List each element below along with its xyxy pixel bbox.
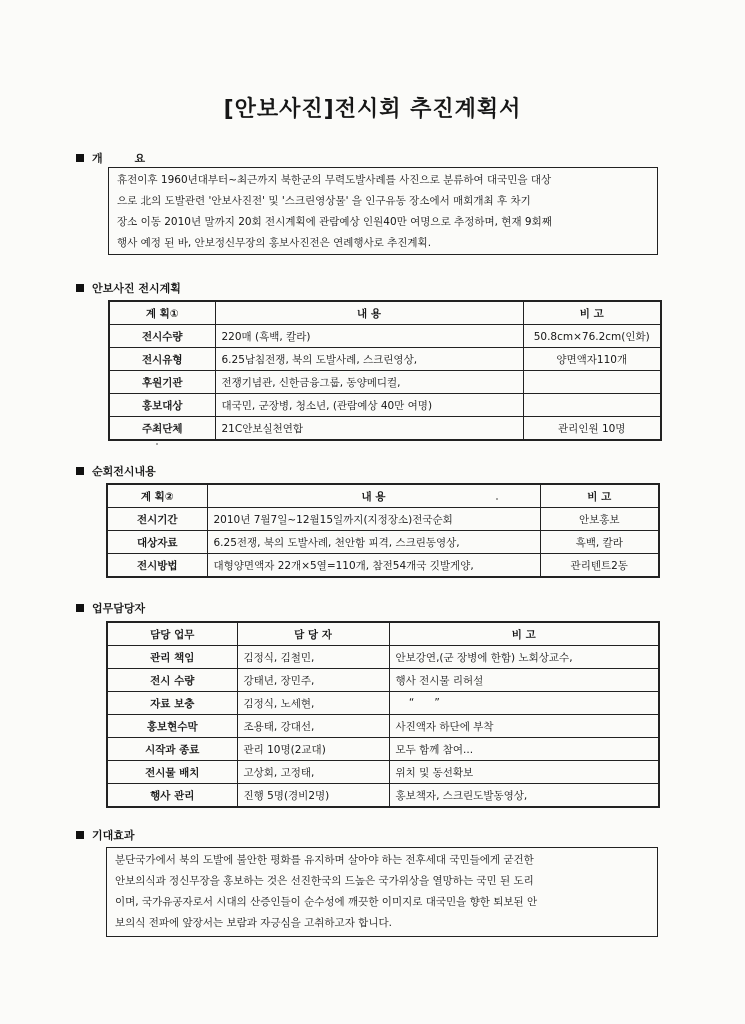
overview-box bbox=[108, 167, 658, 255]
overview-line: 장소 이동 2010년 말까지 20회 전시계획에 관람예상 인원40만 여명으로 추정하며, 현재 9회째 bbox=[117, 216, 552, 228]
table-cell: 행사 관리 bbox=[107, 784, 237, 808]
table-cell bbox=[523, 371, 661, 394]
table-cell: 진행 5명(경비2명) bbox=[237, 784, 389, 808]
staff-heading: 업무담당자 bbox=[92, 602, 146, 615]
column-header: 담 당 자 bbox=[237, 622, 389, 646]
plan2-table bbox=[106, 483, 660, 578]
section-heading-plan1 bbox=[76, 280, 181, 296]
table-cell: “ ” bbox=[389, 692, 659, 715]
table-row bbox=[107, 761, 659, 784]
table-cell: 대국민, 군장병, 청소년, (관람예상 40만 여명) bbox=[215, 394, 523, 417]
section-heading-effect bbox=[76, 827, 135, 843]
column-header: 비 고 bbox=[540, 484, 659, 508]
column-header: 비 고 bbox=[389, 622, 659, 646]
table-row bbox=[109, 348, 661, 371]
table-cell: 관리 책임 bbox=[107, 646, 237, 669]
effect-box bbox=[106, 847, 658, 937]
table-row bbox=[107, 646, 659, 669]
effect-heading: 기대효과 bbox=[92, 829, 135, 842]
table-cell: 6.25전쟁, 북의 도발사례, 천안함 피격, 스크린동영상, bbox=[207, 531, 540, 554]
table-cell: 관리텐트2동 bbox=[540, 554, 659, 578]
table-cell: 주최단체 bbox=[109, 417, 215, 441]
table-cell: 홍보현수막 bbox=[107, 715, 237, 738]
staff-table bbox=[106, 621, 660, 808]
table-cell: 대상자료 bbox=[107, 531, 207, 554]
table-cell: 안보홍보 bbox=[540, 508, 659, 531]
table-row bbox=[107, 692, 659, 715]
table-cell: 전시수량 bbox=[109, 325, 215, 348]
table-cell: 조용태, 강대선, bbox=[237, 715, 389, 738]
column-header: 내 용 bbox=[207, 484, 540, 508]
overview-heading: 개 요 bbox=[92, 152, 160, 165]
table-row bbox=[107, 554, 659, 578]
table-cell: 위치 및 동선확보 bbox=[389, 761, 659, 784]
effect-line: 분단국가에서 북의 도발에 불안한 평화를 유지하며 살아야 하는 전후세대 국민들에게 굳건한 bbox=[115, 854, 534, 866]
table-header-row bbox=[107, 484, 659, 508]
square-bullet-icon bbox=[76, 604, 84, 612]
table-cell: 전시유형 bbox=[109, 348, 215, 371]
table-row bbox=[107, 669, 659, 692]
table-cell: 양면액자110개 bbox=[523, 348, 661, 371]
table-cell: 고상회, 고정태, bbox=[237, 761, 389, 784]
table-cell: 220매 (흑백, 칼라) bbox=[215, 325, 523, 348]
square-bullet-icon bbox=[76, 154, 84, 162]
scan-speck bbox=[156, 443, 158, 445]
section-heading-staff bbox=[76, 600, 145, 616]
column-header: 계 획② bbox=[107, 484, 207, 508]
table-row bbox=[109, 371, 661, 394]
table-cell: 시작과 종료 bbox=[107, 738, 237, 761]
effect-line: 이며, 국가유공자로서 시대의 산증인들이 순수성에 깨끗한 이미지로 대국민을 향한 퇴보된 안 bbox=[115, 896, 538, 908]
table-cell: 전시기간 bbox=[107, 508, 207, 531]
effect-line: 안보의식과 정신무장을 홍보하는 것은 선진한국의 드높은 국가위상을 열망하는 국민 된 도리 bbox=[115, 875, 534, 887]
table-cell: 후원기관 bbox=[109, 371, 215, 394]
plan1-table bbox=[108, 300, 662, 441]
column-header: 내 용 bbox=[215, 301, 523, 325]
section-heading-plan2 bbox=[76, 463, 156, 479]
table-cell: 관리 10명(2교대) bbox=[237, 738, 389, 761]
table-cell: 21C안보실천연합 bbox=[215, 417, 523, 441]
page-title: [안보사진]전시회 추진계획서 bbox=[223, 97, 522, 122]
table-cell: 김정식, 김철민, bbox=[237, 646, 389, 669]
effect-line: 보의식 전파에 앞장서는 보람과 자긍심을 고취하고자 합니다. bbox=[115, 917, 392, 929]
table-cell: 관리인원 10명 bbox=[523, 417, 661, 441]
table-cell: 전시 수량 bbox=[107, 669, 237, 692]
table-cell: 전시방법 bbox=[107, 554, 207, 578]
square-bullet-icon bbox=[76, 831, 84, 839]
table-cell: 대형양면액자 22개×5열=110개, 참전54개국 깃발게양, bbox=[207, 554, 540, 578]
table-row bbox=[109, 394, 661, 417]
overview-line: 휴전이후 1960년대부터~최근까지 북한군의 무력도발사례를 사진으로 분류하여 대국민을 대상 bbox=[117, 174, 552, 186]
table-cell: 안보강연,(군 장병에 한함) 노회상교수, bbox=[389, 646, 659, 669]
table-row bbox=[107, 508, 659, 531]
table-row bbox=[107, 715, 659, 738]
scan-speck bbox=[496, 498, 498, 500]
section-heading-overview bbox=[76, 150, 159, 166]
table-cell: 행사 전시물 리허설 bbox=[389, 669, 659, 692]
table-row bbox=[109, 325, 661, 348]
table-cell: 50.8cm×76.2cm(인화) bbox=[523, 325, 661, 348]
table-cell: 홍보대상 bbox=[109, 394, 215, 417]
table-cell: 흑백, 칼라 bbox=[540, 531, 659, 554]
square-bullet-icon bbox=[76, 284, 84, 292]
overview-line: 으로 北의 도발관련 '안보사진전' 및 '스크린영상물' 을 인구유동 장소에서 매회개최 후 차기 bbox=[117, 195, 531, 207]
table-row bbox=[107, 531, 659, 554]
column-header: 비 고 bbox=[523, 301, 661, 325]
table-cell: 전시물 배치 bbox=[107, 761, 237, 784]
column-header: 담당 업무 bbox=[107, 622, 237, 646]
overview-line: 행사 예정 된 바, 안보정신무장의 홍보사진전은 연례행사로 추진계획. bbox=[117, 237, 432, 249]
table-cell: 사진액자 하단에 부착 bbox=[389, 715, 659, 738]
table-row bbox=[107, 784, 659, 808]
table-cell: 6.25남침전쟁, 북의 도발사례, 스크린영상, bbox=[215, 348, 523, 371]
table-cell: 김정식, 노세현, bbox=[237, 692, 389, 715]
plan1-heading: 안보사진 전시계획 bbox=[92, 282, 181, 295]
table-cell: 자료 보충 bbox=[107, 692, 237, 715]
table-header-row bbox=[107, 622, 659, 646]
column-header: 계 획① bbox=[109, 301, 215, 325]
table-cell: 2010년 7월7일~12월15일까지(지정장소)전국순회 bbox=[207, 508, 540, 531]
table-cell: 전쟁기념관, 신한금융그룹, 동양메디컬, bbox=[215, 371, 523, 394]
table-cell: 모두 함께 참여... bbox=[389, 738, 659, 761]
table-header-row bbox=[109, 301, 661, 325]
square-bullet-icon bbox=[76, 467, 84, 475]
table-cell: 강태년, 장민주, bbox=[237, 669, 389, 692]
table-row bbox=[109, 417, 661, 441]
plan2-heading: 순회전시내용 bbox=[92, 465, 156, 478]
table-cell bbox=[523, 394, 661, 417]
table-row bbox=[107, 738, 659, 761]
table-cell: 홍보책자, 스크린도발동영상, bbox=[389, 784, 659, 808]
